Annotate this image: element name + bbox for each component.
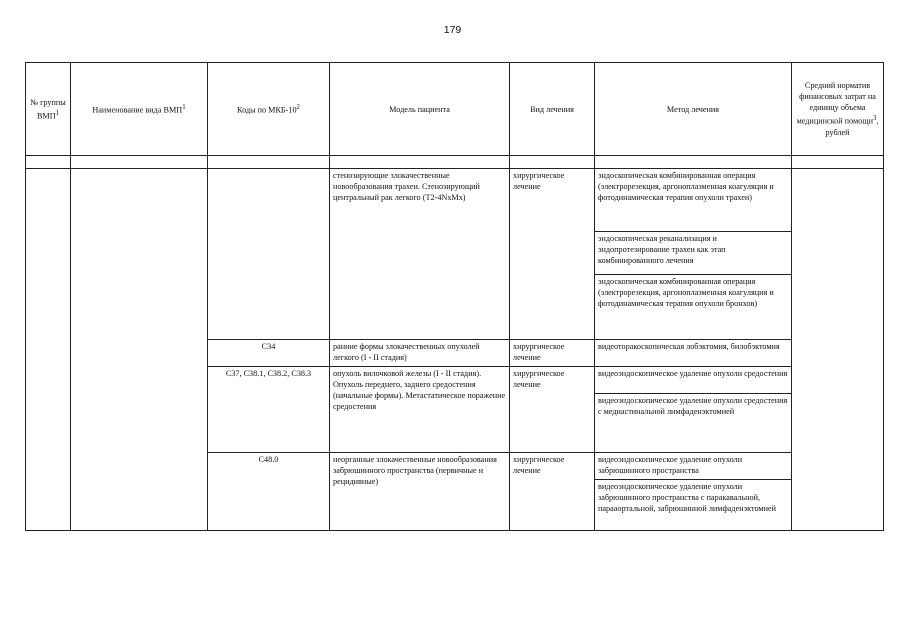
- treatment-method-cell: эндоскопическая комбинированная операция (электрорезекция, аргоноплазменная коагуляция и фотодинамическая терапия опухоли бронхов): [595, 275, 792, 340]
- header-treatment-type: Вид лечения: [510, 63, 595, 156]
- treatment-type-cell: хирургическое лечение: [510, 367, 595, 453]
- header-patient-model: Модель пациента: [330, 63, 510, 156]
- header-icd-codes-text: Коды по МКБ-10: [237, 105, 297, 115]
- page-number: 179: [443, 24, 462, 36]
- icd-code-cell: C34: [208, 340, 330, 367]
- patient-model-cell: стенозирующие злокачественные новообразования трахеи. Стенозирующий центральный рак легкого (T2-4NxMx): [330, 169, 510, 340]
- empty-cell: [792, 156, 884, 169]
- patient-model-cell: опухоль вилочковой железы (I - II стадия). Опухоль переднего, заднего средостения (начальные формы). Метастатическое поражение средостения: [330, 367, 510, 453]
- vmp-table: [25, 62, 884, 531]
- treatment-type-cell: хирургическое лечение: [510, 453, 595, 531]
- treatment-type-cell: хирургическое лечение: [510, 340, 595, 367]
- footnote-mark: 2: [296, 104, 300, 112]
- spacer-row: [26, 156, 884, 169]
- patient-model-cell: неорганные злокачественные новообразования забрюшинного пространства (первичные и рецидивные): [330, 453, 510, 531]
- treatment-method-cell: видеоэндоскопическое удаление опухоли забрюшинного пространства: [595, 453, 792, 480]
- patient-model-cell: ранние формы злокачественных опухолей легкого (I - II стадия): [330, 340, 510, 367]
- treatment-method-cell: видеоторакоскопическая лобэктомия, билобэктомия: [595, 340, 792, 367]
- header-treatment-method: Метод лечения: [595, 63, 792, 156]
- empty-cell: [510, 156, 595, 169]
- treatment-method-cell: эндоскопическая реканализация и эндопротезирование трахеи как этап комбинированного лечения: [595, 232, 792, 275]
- header-group-number: [26, 63, 71, 156]
- treatment-method-cell: эндоскопическая комбинированная операция (электрорезекция, аргоноплазменная коагуляция и фотодинамическая терапия опухоли трахеи): [595, 169, 792, 232]
- header-group-number-text: № группы ВМП: [30, 97, 66, 121]
- vmp-name-cell: [71, 169, 208, 531]
- footnote-mark: 3: [872, 115, 877, 123]
- icd-code-cell: C48.0: [208, 453, 330, 531]
- header-cost-norm-tail: , рублей: [825, 116, 879, 137]
- footnote-mark: 1: [55, 109, 60, 117]
- header-cost-norm-text: Средний норматив финансовых затрат на единицу объема медицинской помощи: [796, 81, 876, 126]
- header-vmp-name-text: Наименование вида ВМП: [92, 105, 183, 115]
- icd-code-cell: [208, 169, 330, 340]
- footnote-mark: 1: [182, 104, 186, 112]
- treatment-type-cell: хирургическое лечение: [510, 169, 595, 340]
- table-row: [26, 169, 884, 232]
- treatment-method-cell: видеоэндоскопическое удаление опухоли средостения с медиастинальной лимфаденэктомией: [595, 394, 792, 453]
- header-vmp-name: [71, 63, 208, 156]
- treatment-method-cell: видеоэндоскопическое удаление опухоли средостения: [595, 367, 792, 394]
- header-row: [26, 63, 884, 156]
- icd-code-cell: C37, C38.1, C38.2, C38.3: [208, 367, 330, 453]
- empty-cell: [330, 156, 510, 169]
- cost-norm-cell: [792, 169, 884, 531]
- header-icd-codes: [208, 63, 330, 156]
- empty-cell: [71, 156, 208, 169]
- empty-cell: [595, 156, 792, 169]
- header-cost-norm: [792, 63, 884, 156]
- empty-cell: [208, 156, 330, 169]
- empty-cell: [26, 156, 71, 169]
- group-number-cell: [26, 169, 71, 531]
- treatment-method-cell: видеоэндоскопическое удаление опухоли забрюшинного пространства с паракавальной, парааортальной, забрюшинной лимфаденэктомией: [595, 480, 792, 531]
